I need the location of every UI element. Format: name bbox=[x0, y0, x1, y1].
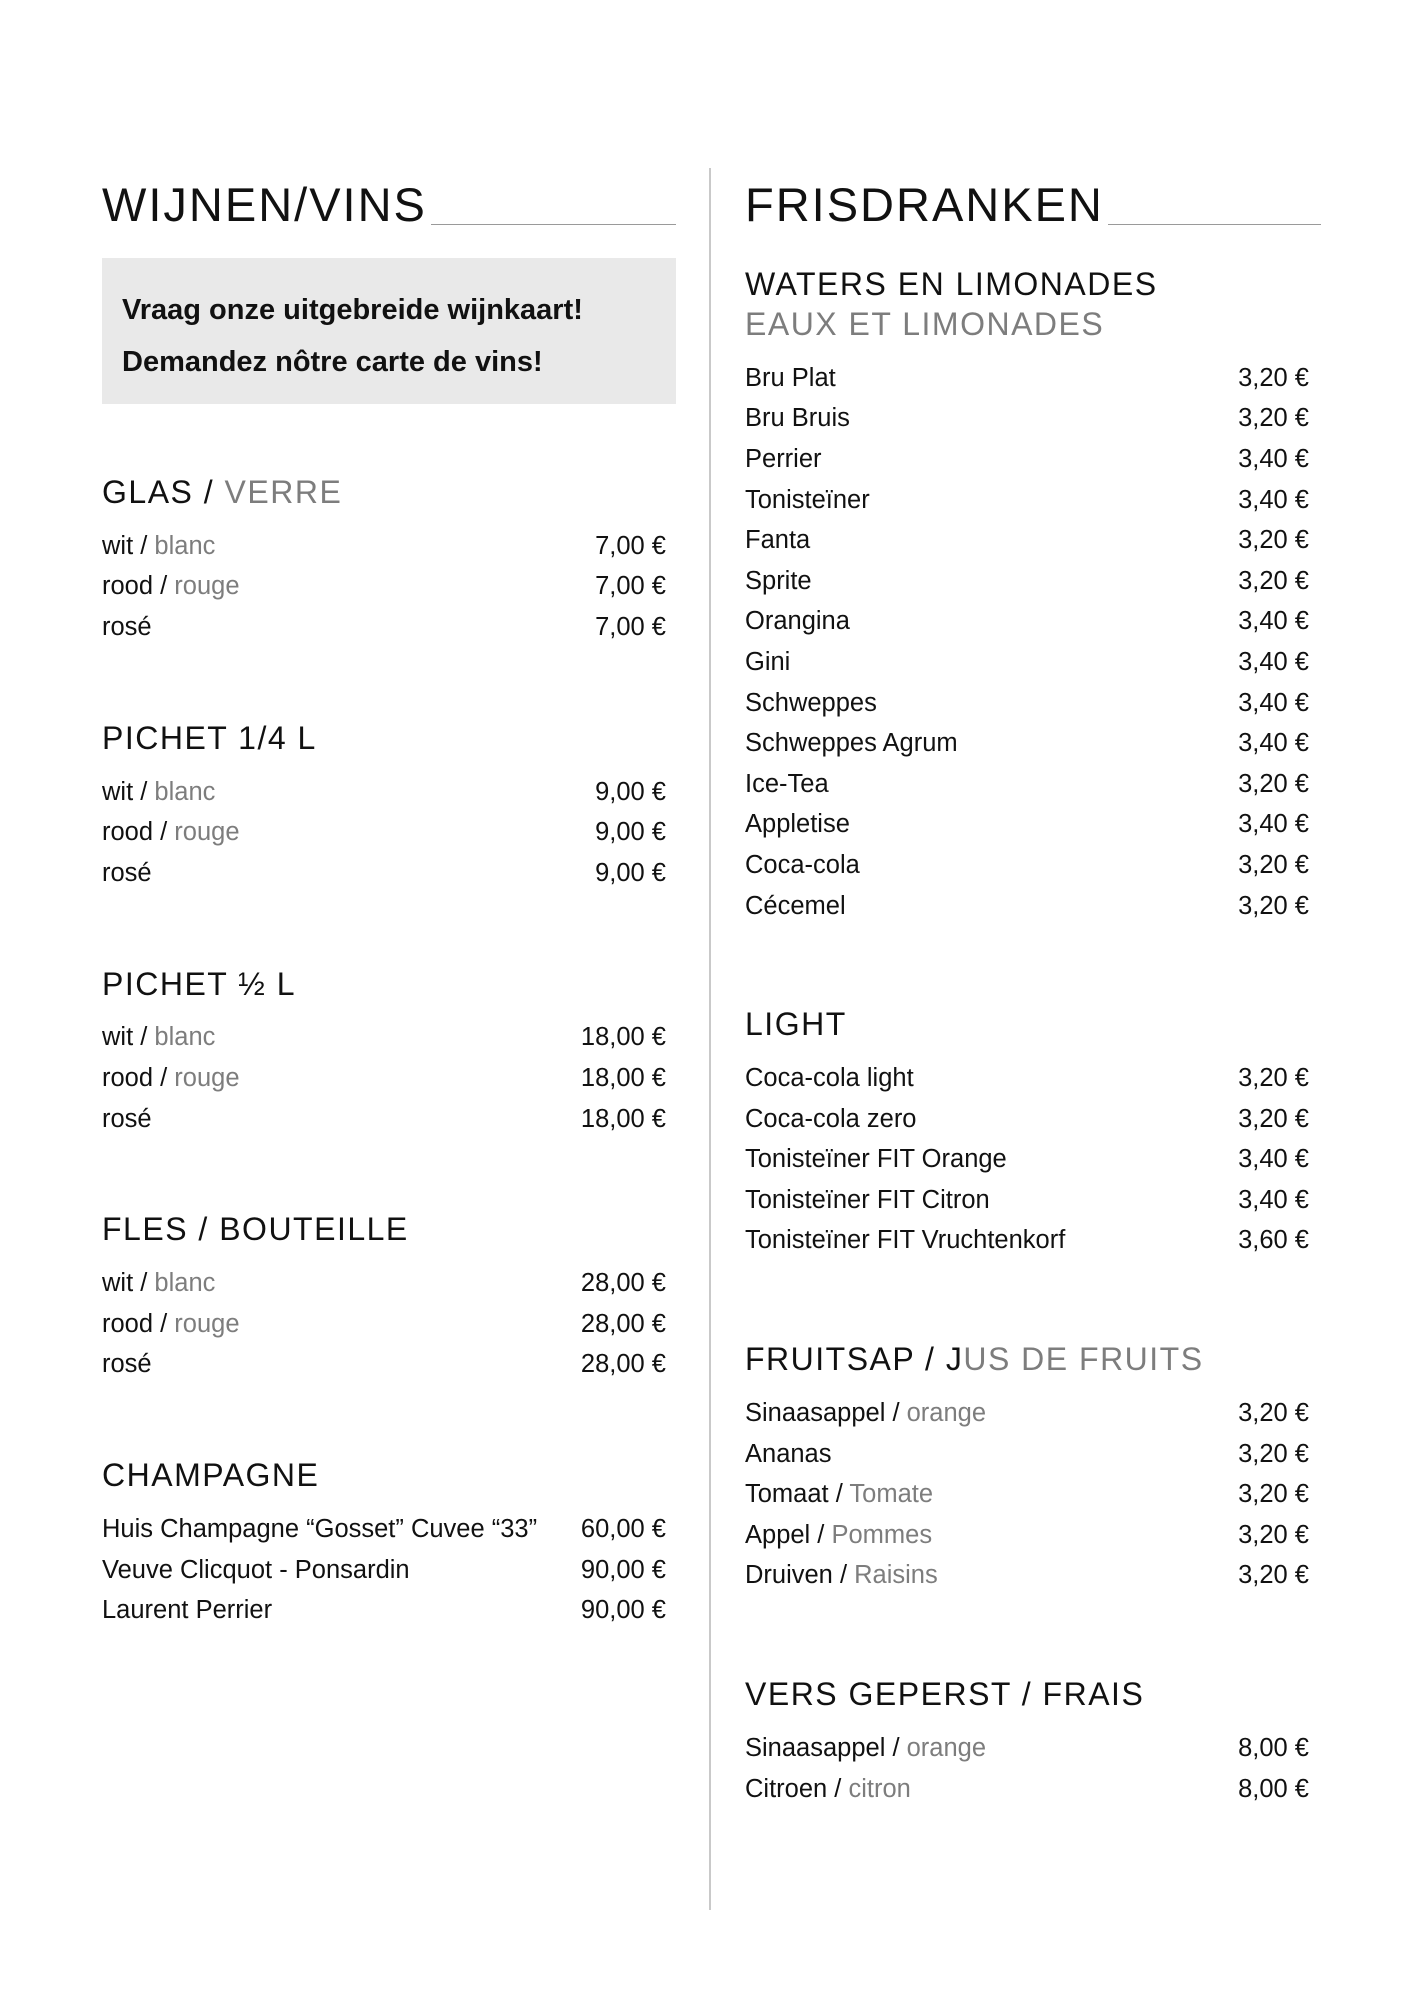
item-price: 7,00 € bbox=[595, 531, 666, 560]
section-title-main: PICHET ½ L bbox=[102, 965, 297, 1002]
item-name bbox=[102, 1350, 152, 1379]
item-name bbox=[745, 892, 846, 921]
item-price: 3,20 € bbox=[1238, 1561, 1309, 1590]
menu-item bbox=[745, 642, 1321, 683]
item-name bbox=[745, 770, 829, 799]
item-name bbox=[102, 1515, 537, 1544]
item-list bbox=[745, 1728, 1321, 1809]
item-name-translation: blanc bbox=[154, 531, 216, 560]
section-title bbox=[745, 1674, 1321, 1714]
item-price: 7,00 € bbox=[595, 612, 666, 641]
item-name bbox=[745, 404, 850, 433]
menu-section bbox=[102, 718, 676, 894]
item-price: 3,40 € bbox=[1238, 607, 1309, 636]
menu-item bbox=[745, 520, 1321, 561]
item-price: 3,20 € bbox=[1238, 1399, 1309, 1428]
menu-item bbox=[745, 1393, 1321, 1434]
item-name-main: Bru Plat bbox=[745, 363, 836, 392]
item-name-translation: rouge bbox=[174, 818, 240, 847]
item-name bbox=[745, 729, 958, 758]
menu-item bbox=[102, 1550, 676, 1591]
item-price: 7,00 € bbox=[595, 572, 666, 601]
item-name-main: Bru Bruis bbox=[745, 404, 850, 433]
menu-item bbox=[745, 358, 1321, 399]
menu-item bbox=[102, 526, 676, 567]
item-price: 3,40 € bbox=[1238, 810, 1309, 839]
item-name-main: Ananas bbox=[745, 1439, 832, 1468]
item-name-main: Tomaat / bbox=[745, 1480, 850, 1509]
item-name-main: Laurent Perrier bbox=[102, 1596, 273, 1625]
item-name-translation: rouge bbox=[174, 1063, 240, 1092]
menu-section bbox=[102, 1209, 676, 1385]
item-name-main: rood / bbox=[102, 572, 175, 601]
menu-item bbox=[745, 1221, 1321, 1262]
item-name-translation: rouge bbox=[174, 572, 240, 601]
item-price: 3,20 € bbox=[1238, 850, 1309, 879]
item-list bbox=[102, 1509, 676, 1631]
menu-item bbox=[745, 399, 1321, 440]
item-price: 3,60 € bbox=[1238, 1226, 1309, 1255]
item-price: 3,40 € bbox=[1238, 1145, 1309, 1174]
menu-item bbox=[745, 1769, 1321, 1810]
menu-section bbox=[745, 1004, 1321, 1261]
item-name bbox=[745, 689, 877, 718]
notice-line-nl: Vraag onze uitgebreide wijnkaart! bbox=[122, 294, 583, 326]
item-name-main: Cécemel bbox=[745, 891, 846, 920]
item-name-main: wit / bbox=[102, 777, 155, 806]
item-price: 9,00 € bbox=[595, 858, 666, 887]
item-name-main: Tonisteïner FIT Orange bbox=[745, 1145, 1007, 1174]
section-title-main: WATERS EN LIMONADES bbox=[745, 266, 1158, 302]
menu-item bbox=[745, 480, 1321, 521]
item-name-main: Coca-cola bbox=[745, 850, 860, 879]
item-name-main: Druiven / bbox=[745, 1561, 855, 1590]
wines-column bbox=[102, 172, 676, 1631]
item-name-translation: blanc bbox=[154, 1023, 216, 1052]
item-price: 3,20 € bbox=[1238, 404, 1309, 433]
menu-section bbox=[102, 472, 676, 648]
section-title bbox=[102, 1455, 676, 1495]
item-list bbox=[102, 1018, 676, 1140]
menu-section bbox=[102, 1455, 676, 1631]
item-name-translation: orange bbox=[906, 1734, 987, 1763]
item-name-main: Sinaasappel / bbox=[745, 1399, 907, 1428]
item-name-translation: orange bbox=[906, 1399, 987, 1428]
menu-item bbox=[102, 1058, 676, 1099]
menu-item bbox=[745, 805, 1321, 846]
item-name-main: rosé bbox=[102, 858, 152, 887]
item-name-translation: Pommes bbox=[831, 1520, 933, 1549]
wine-list-notice bbox=[102, 258, 676, 404]
item-price: 3,20 € bbox=[1238, 1439, 1309, 1468]
item-price: 8,00 € bbox=[1238, 1774, 1309, 1803]
section-subtitle: EAUX ET LIMONADES bbox=[745, 306, 1105, 342]
item-name-translation: Tomate bbox=[849, 1480, 934, 1509]
item-name bbox=[745, 1064, 914, 1093]
item-name bbox=[745, 1775, 911, 1804]
item-name-main: Appel / bbox=[745, 1520, 832, 1549]
menu-item bbox=[745, 1728, 1321, 1769]
item-name-main: Veuve Clicquot - Ponsardin bbox=[102, 1555, 410, 1584]
item-name bbox=[102, 1023, 215, 1052]
item-price: 28,00 € bbox=[580, 1309, 666, 1338]
item-price: 60,00 € bbox=[580, 1514, 666, 1543]
item-name bbox=[745, 486, 870, 515]
item-name bbox=[102, 572, 240, 601]
item-name bbox=[745, 526, 810, 555]
item-name bbox=[745, 1145, 1007, 1174]
item-name bbox=[745, 1561, 938, 1590]
section-title-main: FRUITSAP / J bbox=[745, 1341, 964, 1378]
item-name-main: rood / bbox=[102, 1309, 175, 1338]
item-name bbox=[745, 648, 790, 677]
item-name-main: rood / bbox=[102, 1063, 175, 1092]
item-price: 3,20 € bbox=[1238, 526, 1309, 555]
item-name-main: Gini bbox=[745, 647, 791, 676]
wine-sections bbox=[102, 472, 676, 1631]
menu-item bbox=[102, 812, 676, 853]
item-name-main: Tonisteïner FIT Citron bbox=[745, 1185, 990, 1214]
menu-item bbox=[745, 1434, 1321, 1475]
item-price: 3,40 € bbox=[1238, 729, 1309, 758]
section-title-main: CHAMPAGNE bbox=[102, 1457, 320, 1494]
menu-item bbox=[745, 683, 1321, 724]
item-name bbox=[102, 1269, 215, 1298]
menu-item bbox=[102, 853, 676, 894]
item-list bbox=[745, 1393, 1321, 1596]
item-list bbox=[745, 358, 1321, 926]
item-price: 3,40 € bbox=[1238, 485, 1309, 514]
menu-item bbox=[102, 607, 676, 648]
menu-item bbox=[745, 561, 1321, 602]
item-price: 3,20 € bbox=[1238, 566, 1309, 595]
menu-item bbox=[745, 1515, 1321, 1556]
menu-item bbox=[102, 1509, 676, 1550]
item-price: 9,00 € bbox=[595, 777, 666, 806]
menu-item bbox=[745, 764, 1321, 805]
item-name bbox=[745, 1399, 986, 1428]
item-name-translation: blanc bbox=[154, 777, 216, 806]
section-title-translation: US DE FRUITS bbox=[963, 1341, 1204, 1378]
item-price: 3,20 € bbox=[1238, 1480, 1309, 1509]
menu-item bbox=[102, 1304, 676, 1345]
section-title bbox=[102, 472, 676, 512]
item-price: 18,00 € bbox=[580, 1023, 666, 1052]
softdrinks-column bbox=[745, 172, 1321, 1809]
menu-item bbox=[745, 1180, 1321, 1221]
section-title bbox=[745, 1004, 1321, 1044]
item-list bbox=[745, 1058, 1321, 1261]
item-name bbox=[745, 445, 822, 474]
item-price: 3,20 € bbox=[1238, 891, 1309, 920]
notice-line-fr: Demandez nôtre carte de vins! bbox=[122, 346, 543, 378]
item-name bbox=[745, 607, 850, 636]
menu-section bbox=[745, 1339, 1321, 1596]
item-list bbox=[102, 772, 676, 894]
item-name bbox=[745, 1480, 933, 1509]
item-price: 28,00 € bbox=[580, 1350, 666, 1379]
menu-item bbox=[102, 1345, 676, 1386]
item-price: 3,20 € bbox=[1238, 363, 1309, 392]
item-price: 18,00 € bbox=[580, 1063, 666, 1092]
item-list bbox=[102, 526, 676, 648]
section-title-main: VERS GEPERST / FRAIS bbox=[745, 1676, 1145, 1713]
item-price: 90,00 € bbox=[580, 1596, 666, 1625]
section-title-main: LIGHT bbox=[745, 1006, 847, 1043]
menu-item bbox=[102, 1099, 676, 1140]
wines-heading bbox=[102, 172, 676, 231]
item-name bbox=[745, 1440, 832, 1469]
item-name-main: rosé bbox=[102, 1104, 152, 1133]
item-price: 90,00 € bbox=[580, 1555, 666, 1584]
item-price: 3,20 € bbox=[1238, 1520, 1309, 1549]
item-name bbox=[745, 1521, 932, 1550]
item-name-main: Appletise bbox=[745, 810, 850, 839]
item-name-main: wit / bbox=[102, 531, 155, 560]
item-name bbox=[102, 1596, 272, 1625]
item-name bbox=[102, 1105, 152, 1134]
item-name-main: Perrier bbox=[745, 444, 822, 473]
item-name-main: rosé bbox=[102, 1350, 152, 1379]
item-name-main: Huis Champagne “Gosset” Cuvee “33” bbox=[102, 1514, 538, 1543]
menu-item bbox=[745, 1474, 1321, 1515]
item-name-main: Sprite bbox=[745, 566, 812, 595]
menu-item bbox=[745, 1099, 1321, 1140]
item-price: 3,40 € bbox=[1238, 647, 1309, 676]
item-price: 3,20 € bbox=[1238, 1104, 1309, 1133]
item-name bbox=[102, 532, 215, 561]
item-name-main: Sinaasappel / bbox=[745, 1734, 907, 1763]
item-name bbox=[745, 1734, 986, 1763]
item-name-main: Coca-cola zero bbox=[745, 1104, 917, 1133]
item-price: 8,00 € bbox=[1238, 1734, 1309, 1763]
item-price: 3,20 € bbox=[1238, 769, 1309, 798]
item-name bbox=[745, 567, 812, 596]
item-name-main: Fanta bbox=[745, 526, 811, 555]
item-name bbox=[745, 810, 850, 839]
menu-item bbox=[745, 845, 1321, 886]
heading-rule bbox=[1108, 224, 1321, 225]
section-title-main: FLES / BOUTEILLE bbox=[102, 1211, 409, 1248]
menu-item bbox=[745, 1058, 1321, 1099]
item-name-main: Orangina bbox=[745, 607, 850, 636]
item-name bbox=[102, 859, 152, 888]
menu-item bbox=[102, 1590, 676, 1631]
item-price: 3,20 € bbox=[1238, 1064, 1309, 1093]
item-name-main: Schweppes bbox=[745, 688, 877, 717]
item-name bbox=[745, 1186, 990, 1215]
item-name-translation: Raisins bbox=[854, 1561, 938, 1590]
menu-item bbox=[102, 772, 676, 813]
item-name bbox=[745, 1226, 1065, 1255]
menu-section bbox=[102, 964, 676, 1140]
section-title bbox=[745, 264, 1321, 304]
menu-item bbox=[745, 1140, 1321, 1181]
item-name-main: Citroen / bbox=[745, 1774, 849, 1803]
item-name bbox=[102, 1310, 240, 1339]
softdrinks-title: FRISDRANKEN bbox=[745, 178, 1104, 231]
item-name bbox=[102, 1556, 410, 1585]
menu-section bbox=[745, 1674, 1321, 1809]
item-name-main: wit / bbox=[102, 1269, 155, 1298]
menu-item bbox=[745, 1556, 1321, 1597]
item-price: 9,00 € bbox=[595, 818, 666, 847]
item-name bbox=[102, 613, 152, 642]
menu-item bbox=[745, 439, 1321, 480]
heading-rule bbox=[431, 224, 676, 225]
menu-item bbox=[102, 1263, 676, 1304]
item-name-main: wit / bbox=[102, 1023, 155, 1052]
menu-item bbox=[102, 1018, 676, 1059]
wines-title: WIJNEN/VINS bbox=[102, 178, 427, 231]
item-name-main: Ice-Tea bbox=[745, 769, 829, 798]
item-price: 18,00 € bbox=[580, 1104, 666, 1133]
section-title-translation: VERRE bbox=[224, 474, 343, 510]
menu-item bbox=[745, 723, 1321, 764]
item-name bbox=[102, 778, 215, 807]
section-title bbox=[102, 718, 676, 758]
item-price: 3,40 € bbox=[1238, 1185, 1309, 1214]
item-name-translation: blanc bbox=[154, 1269, 216, 1298]
section-title bbox=[102, 1209, 676, 1249]
softdrinks-heading bbox=[745, 172, 1321, 231]
item-list bbox=[102, 1263, 676, 1385]
item-name-main: Schweppes Agrum bbox=[745, 729, 958, 758]
section-title-main: GLAS / bbox=[102, 474, 225, 510]
item-name bbox=[745, 364, 836, 393]
item-price: 3,40 € bbox=[1238, 688, 1309, 717]
item-name-main: Tonisteïner bbox=[745, 485, 870, 514]
item-name bbox=[102, 1064, 240, 1093]
menu-item bbox=[745, 602, 1321, 643]
softdrink-sections bbox=[745, 264, 1321, 1809]
menu-item bbox=[102, 567, 676, 608]
item-name bbox=[745, 1105, 917, 1134]
item-name-main: rood / bbox=[102, 818, 175, 847]
menu-item bbox=[745, 886, 1321, 927]
section-title bbox=[745, 1339, 1321, 1379]
item-name-translation: citron bbox=[848, 1774, 911, 1803]
menu-section bbox=[745, 264, 1321, 926]
column-divider bbox=[709, 168, 711, 1910]
section-title-main: PICHET 1/4 L bbox=[102, 719, 317, 756]
item-name-main: Coca-cola light bbox=[745, 1064, 914, 1093]
item-name-main: rosé bbox=[102, 612, 152, 641]
section-title bbox=[102, 964, 676, 1004]
item-name-translation: rouge bbox=[174, 1309, 240, 1338]
item-price: 3,40 € bbox=[1238, 444, 1309, 473]
item-name bbox=[745, 851, 860, 880]
item-name bbox=[102, 818, 240, 847]
item-price: 28,00 € bbox=[580, 1269, 666, 1298]
item-name-main: Tonisteïner FIT Vruchtenkorf bbox=[745, 1226, 1066, 1255]
